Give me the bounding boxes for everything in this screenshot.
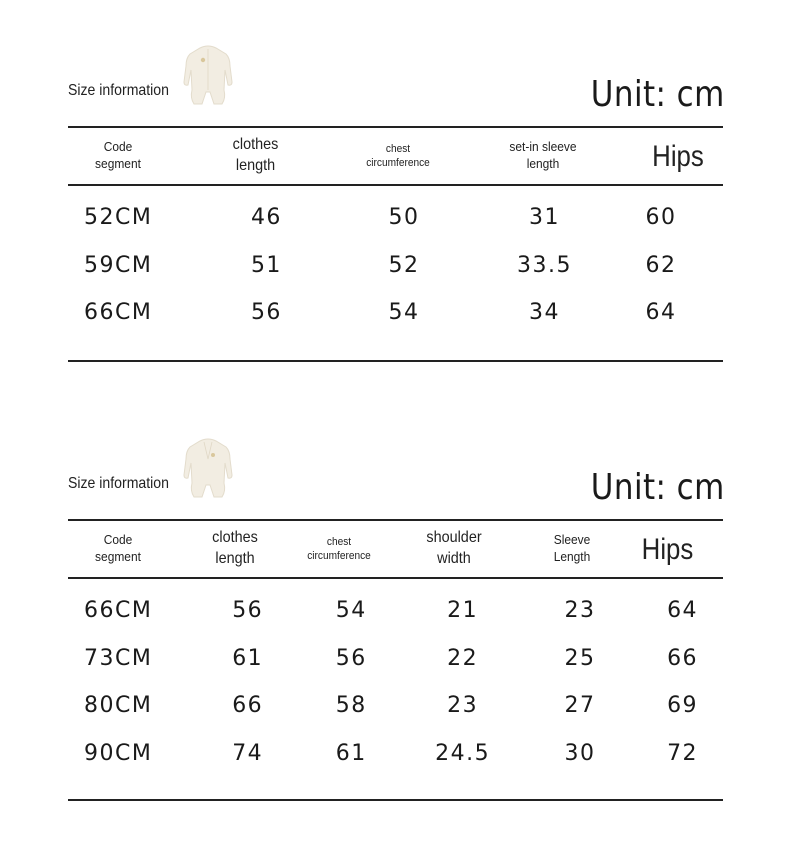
table-row bbox=[68, 587, 723, 635]
table-row bbox=[68, 289, 723, 337]
value-cell: 56 bbox=[335, 645, 367, 671]
value-cell: 27 bbox=[564, 693, 596, 719]
value-cell: 58 bbox=[335, 693, 367, 719]
size-table-2 bbox=[68, 433, 723, 777]
size-table-1 bbox=[68, 40, 723, 337]
value-cell: 46 bbox=[250, 205, 282, 231]
value-cell: 56 bbox=[250, 300, 282, 326]
size-code-cell: 66CM bbox=[84, 598, 153, 624]
value-cell: 24.5 bbox=[435, 740, 491, 766]
unit-label: Unit: cm bbox=[591, 467, 725, 508]
table-row bbox=[68, 682, 723, 730]
size-information-title: Size information bbox=[68, 475, 169, 492]
table-row bbox=[68, 730, 723, 778]
table-row bbox=[68, 242, 723, 290]
table-header-area bbox=[68, 433, 723, 519]
value-cell: 52 bbox=[388, 252, 420, 278]
table-row bbox=[68, 635, 723, 683]
value-cell: 54 bbox=[388, 300, 420, 326]
size-code-cell: 73CM bbox=[84, 645, 153, 671]
table-row bbox=[68, 194, 723, 242]
value-cell: 72 bbox=[667, 740, 699, 766]
value-cell: 33.5 bbox=[516, 252, 572, 278]
value-cell: 50 bbox=[388, 205, 420, 231]
header-chest-circumference: chest circumference bbox=[366, 142, 430, 169]
value-cell: 34 bbox=[528, 300, 560, 326]
header-code-segment: Code segment bbox=[95, 532, 141, 564]
value-cell: 61 bbox=[335, 740, 367, 766]
value-cell: 74 bbox=[232, 740, 264, 766]
value-cell: 60 bbox=[645, 205, 677, 231]
header-code-segment: Code segment bbox=[95, 139, 141, 171]
baby-onesie-icon bbox=[180, 433, 236, 503]
value-cell: 23 bbox=[447, 693, 479, 719]
value-cell: 66 bbox=[232, 693, 264, 719]
value-cell: 23 bbox=[564, 598, 596, 624]
value-cell: 25 bbox=[564, 645, 596, 671]
value-cell: 69 bbox=[667, 693, 699, 719]
bottom-rule bbox=[68, 799, 723, 801]
size-information-title: Size information bbox=[68, 82, 169, 99]
value-cell: 64 bbox=[667, 598, 699, 624]
header-sleeve-length: Sleeve Length bbox=[553, 532, 591, 564]
value-cell: 54 bbox=[335, 598, 367, 624]
value-cell: 22 bbox=[447, 645, 479, 671]
header-clothes-length: clothes length bbox=[212, 529, 258, 567]
value-cell: 62 bbox=[645, 252, 677, 278]
table-header-area bbox=[68, 40, 723, 126]
size-code-cell: 59CM bbox=[84, 252, 153, 278]
value-cell: 31 bbox=[528, 205, 560, 231]
size-code-cell: 66CM bbox=[84, 300, 153, 326]
header-shoulder-width: shoulder width bbox=[426, 529, 482, 567]
value-cell: 61 bbox=[232, 645, 264, 671]
header-chest-circumference: chest circumference bbox=[307, 535, 371, 562]
table-body bbox=[68, 186, 723, 337]
column-headers bbox=[68, 521, 723, 577]
bottom-rule bbox=[68, 360, 723, 362]
value-cell: 66 bbox=[667, 645, 699, 671]
table-body bbox=[68, 579, 723, 777]
size-code-cell: 90CM bbox=[84, 740, 153, 766]
unit-label: Unit: cm bbox=[591, 74, 725, 115]
baby-onesie-icon bbox=[180, 40, 236, 110]
value-cell: 64 bbox=[645, 300, 677, 326]
value-cell: 51 bbox=[250, 252, 282, 278]
header-hips: Hips bbox=[652, 139, 704, 173]
column-headers bbox=[68, 128, 723, 184]
size-code-cell: 52CM bbox=[84, 205, 153, 231]
value-cell: 21 bbox=[447, 598, 479, 624]
header-sleeve-length: set-in sleeve length bbox=[509, 139, 577, 171]
header-clothes-length: clothes length bbox=[232, 136, 279, 174]
value-cell: 56 bbox=[232, 598, 264, 624]
size-code-cell: 80CM bbox=[84, 693, 153, 719]
value-cell: 30 bbox=[564, 740, 596, 766]
header-hips: Hips bbox=[641, 532, 694, 566]
